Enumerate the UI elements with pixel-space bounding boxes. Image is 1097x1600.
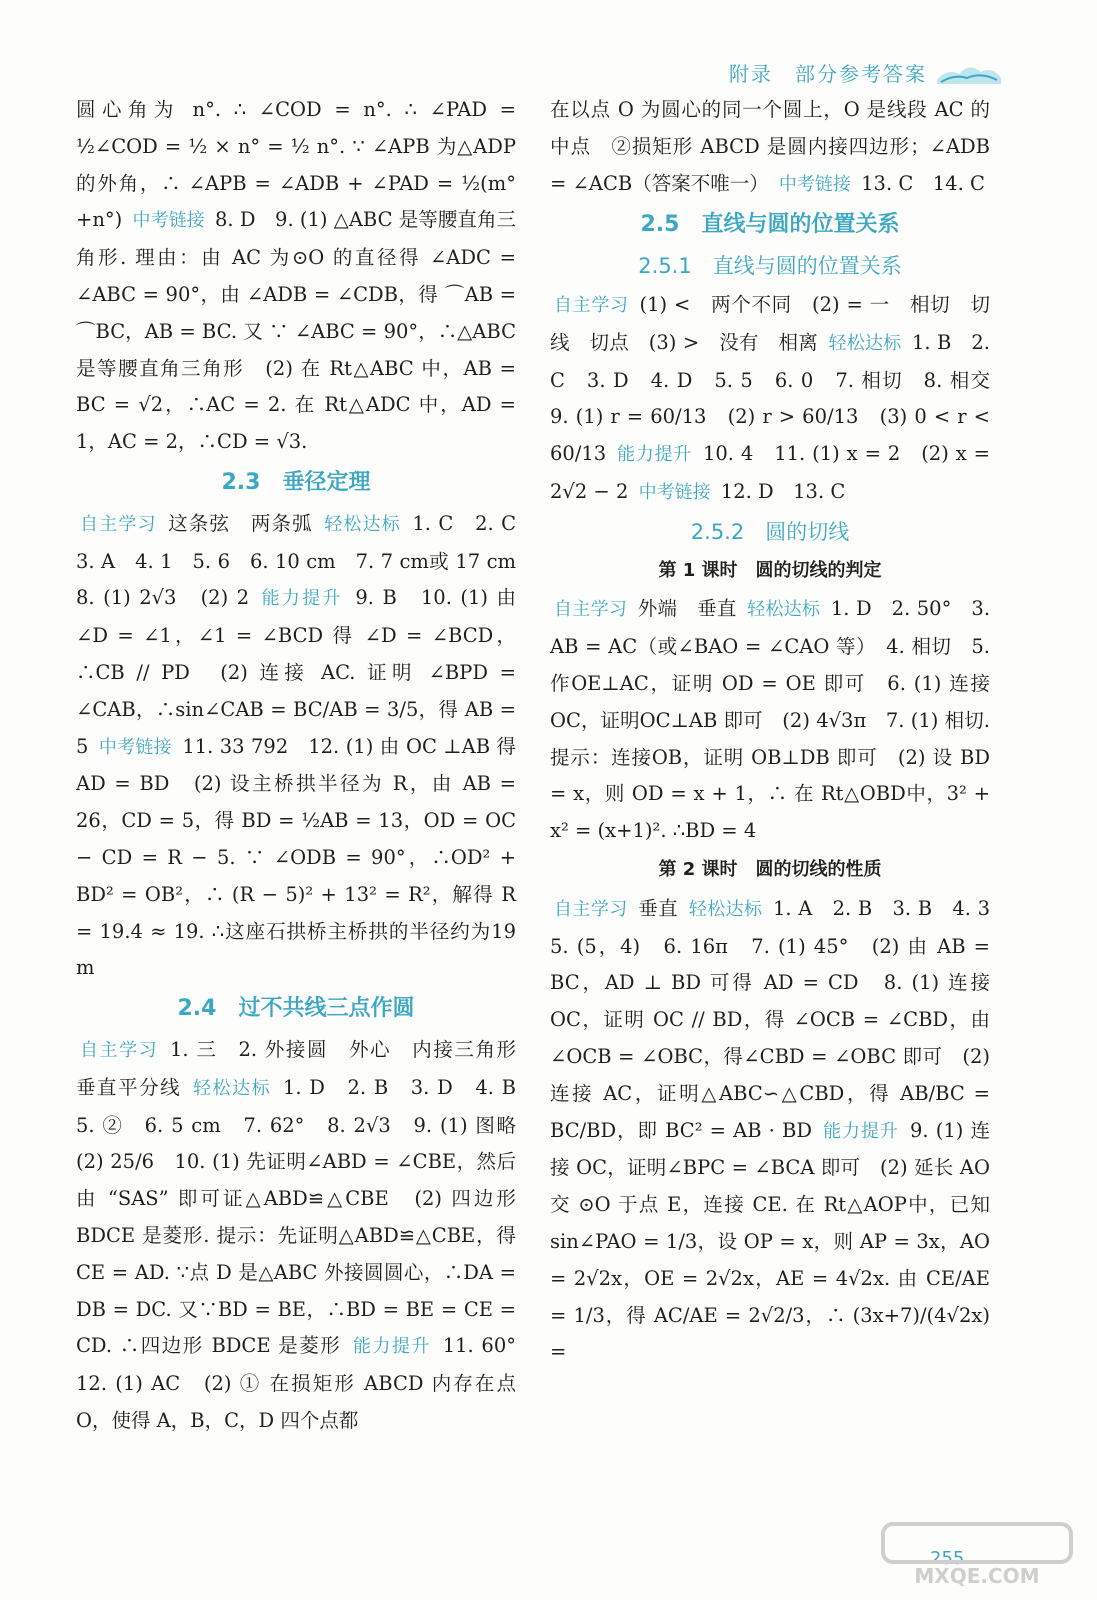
answer-text: 圆心角为 n°. ∴ ∠COD = n°. ∴ ∠PAD = ½∠COD = ½ × n° = ½ n°. ∵ ∠APB 为△ADP 的外角，∴ ∠APB = ∠ADB + ∠PAD = ½(m°+n°): [76, 98, 516, 232]
answer-text: 11. 33 792 12. (1) 由 OC ⊥AB 得 AD = BD (2) 设主桥拱半径为 R，由 AB = 26，CD = 5，得 BD = ½AB = 13，OD = OC − CD = R − 5. ∵ ∠ODB = 90°，∴OD² + BD² = OB²，∴ (R − 5)² + 13² = R²，解得 R = 19.4 ≈ 19. ∴这座石拱桥主桥拱的半径约为19 m: [76, 734, 516, 980]
watermark-text: MXQE.COM: [914, 1564, 1040, 1588]
right-column: [550, 92, 1010, 1371]
answer-block: [550, 92, 990, 203]
answer-text: 这条弦 两条弧: [168, 511, 313, 535]
tag-zhongkao: 中考链接: [98, 736, 172, 758]
tag-zizhu: 自主学习: [80, 1039, 159, 1061]
answer-text: 1. B 2. C 3. D 4. D 5. 5 6. 0 7. 相切 8. 相交 9. (1) r = 60/13 (2) r > 60/13 (3) 0 < r < 60/13: [550, 330, 1010, 466]
tag-zhongkao: 中考链接: [638, 481, 711, 503]
lesson-title: 第 1 课时 圆的切线的判定: [658, 559, 882, 581]
answer-text: (1) < 两个不同 (2) = 一 相切 切线 切点 (3) > 没有 相离: [550, 292, 990, 354]
subsection-title: 2.5.2 圆的切线: [690, 519, 850, 544]
answer-text: 11. 60° 12. (1) AC (2) ① 在损矩形 ABCD 内存在点 O，使得 A，B，C，D 四个点都: [76, 1334, 536, 1432]
tag-nengli: 能力提升: [617, 444, 693, 466]
section-title: 2.4 过不共线三点作圆: [177, 996, 415, 1022]
tag-zizhu: 自主学习: [554, 294, 629, 316]
tag-nengli: 能力提升: [353, 1336, 432, 1358]
tag-qingsong: 轻松达标: [192, 1077, 272, 1099]
answer-text: 13. C 14. C: [861, 171, 985, 195]
answer-text: 12. D 13. C: [720, 479, 846, 503]
tag-zizhu: 自主学习: [554, 898, 628, 920]
tag-qingsong: 轻松达标: [688, 898, 763, 920]
answer-text: 9. B 10. (1) 由 ∠D = ∠1，∠1 = ∠BCD 得 ∠D = ∠BCD，∴CB // PD (2) 连接 AC. 证明 ∠BPD = ∠CAB，∴sin∠CAB = BC/AB = 3/5，得 AB = 5: [76, 586, 517, 758]
answer-text: 1. C 2. C 3. A 4. 1 5. 6 6. 10 cm 7. 7 cm或 17 cm 8. (1) 2√3 (2) 2: [76, 511, 536, 610]
answer-text: 1. D 2. B 3. D 4. B 5. ② 6. 5 cm 7. 62° 8. 2√3 9. (1) 图略 (2) 25/6 10. (1) 先证明∠ABD = ∠CBE，然后由 “SAS” 即可证△ABD≌△CBE (2) 四边形 BDCE 是菱形. 提示：先证明△ABD≌△CBE，得 CE = AD. ∵点 D 是△ABC 外接圆圆心，∴DA = DB = DC. 又∵BD = BE，∴BD = BE = CE = CD. ∴四边形 BDCE 是菱形: [76, 1075, 536, 1358]
tag-qingsong: 轻松达标: [747, 599, 821, 621]
cloud-wave-icon: [937, 60, 1001, 84]
watermark-logo: [877, 1520, 1077, 1590]
tag-zizhu: 自主学习: [554, 599, 628, 621]
left-column: [76, 92, 536, 1440]
answer-text: 外端 垂直: [637, 597, 737, 621]
section-title: 2.3 垂径定理: [221, 469, 371, 495]
tag-zhongkao: 中考链接: [132, 210, 205, 232]
page-header: [729, 52, 1001, 92]
answer-text: 8. D 9. (1) △ABC 是等腰直角三角形. 理由：由 AC 为⊙O 的直径得 ∠ADC = ∠ABC = 90°，由 ∠ADB = ∠CDB，得 ⌒AB = ⌒BC，AB = BC. 又 ∵ ∠ABC = 90°，∴△ABC 是等腰直角三角形 (2) 在 Rt△ABC 中，AB = BC = √2，∴AC = 2. 在 Rt△ADC 中，AD = 1，AC = 2，∴CD = √3.: [76, 208, 517, 454]
answer-block: [76, 506, 536, 987]
subsection-title: 2.5.1 直线与圆的位置关系: [638, 254, 902, 279]
page-number: 255: [930, 1548, 965, 1569]
lesson-title: 第 2 课时 圆的切线的性质: [658, 858, 882, 880]
answer-text: 在以点 O 为圆心的同一个圆上，O 是线段 AC 的中点 ②损矩形 ABCD 是圆内接四边形；∠ADB = ∠ACB（答案不唯一）: [550, 98, 990, 195]
answer-text: 1. D 2. 50° 3. AB = AC（或∠BAO = ∠CAO 等） 4. 相切 5. 作OE⊥AC，证明 OD = OE 即可 6. (1) 连接OC，证明OC⊥AB 即可 (2) 4√3π 7. (1) 相切. 提示：连接OB，证明 OB⊥DB 即可 (2) 设 BD = x，则 OD = x + 1，∴ 在 Rt△OBD中，3² + x² = (x+1)². ∴BD = 4: [550, 597, 991, 843]
answer-block: [76, 1032, 536, 1440]
answer-text: 9. (1) 连接 OC，证明∠BPC = ∠BCA 即可 (2) 延长 AO 交 ⊙O 于点 E，连接 CE. 在 Rt△AOP中，已知 sin∠PAO = 1/3，设 OP = x，则 AP = 3x，AO = 2√2x，OE = 2√2x，AE = 4√2x. 由 CE/AE = 1/3，得 AC/AE = 2√2/3，∴ (3x+7)/(4√2x) =: [550, 1118, 991, 1364]
answer-text: 10. 4 11. (1) x = 2 (2) x = 2√2 − 2: [550, 442, 990, 503]
answer-block: [550, 287, 1010, 512]
tag-zizhu: 自主学习: [80, 513, 157, 535]
tag-nengli: 能力提升: [823, 1120, 899, 1142]
tag-qingsong: 轻松达标: [324, 513, 401, 535]
answer-text: 垂直: [638, 896, 679, 920]
answer-block: [550, 891, 1010, 1371]
tag-qingsong: 轻松达标: [828, 332, 902, 354]
tag-zhongkao: 中考链接: [778, 173, 851, 195]
answer-text: 1. A 2. B 3. B 4. 3 5. (5，4) 6. 16π 7. (1) 45° (2) 由 AB = BC，AD ⊥ BD 可得 AD = CD 8. (1) 连接 OC，证明 OC // BD，得 ∠OCB = ∠CBD，由∠OCB = ∠OBC，得∠CBD = ∠OBC 即可 (2) 连接 AC，证明△ABC∽△CBD，得 AB/BC = BC/BD，即 BC² = AB · BD: [550, 896, 1010, 1142]
section-title: 2.5 直线与圆的位置关系: [640, 212, 900, 238]
answer-text: 1. 三 2. 外接圆 外心 内接三角形 垂直平分线: [76, 1037, 536, 1099]
answer-block: [76, 92, 516, 461]
tag-nengli: 能力提升: [261, 588, 343, 610]
answer-block: [550, 591, 990, 850]
header-title: 附录 部分参考答案: [729, 61, 927, 86]
